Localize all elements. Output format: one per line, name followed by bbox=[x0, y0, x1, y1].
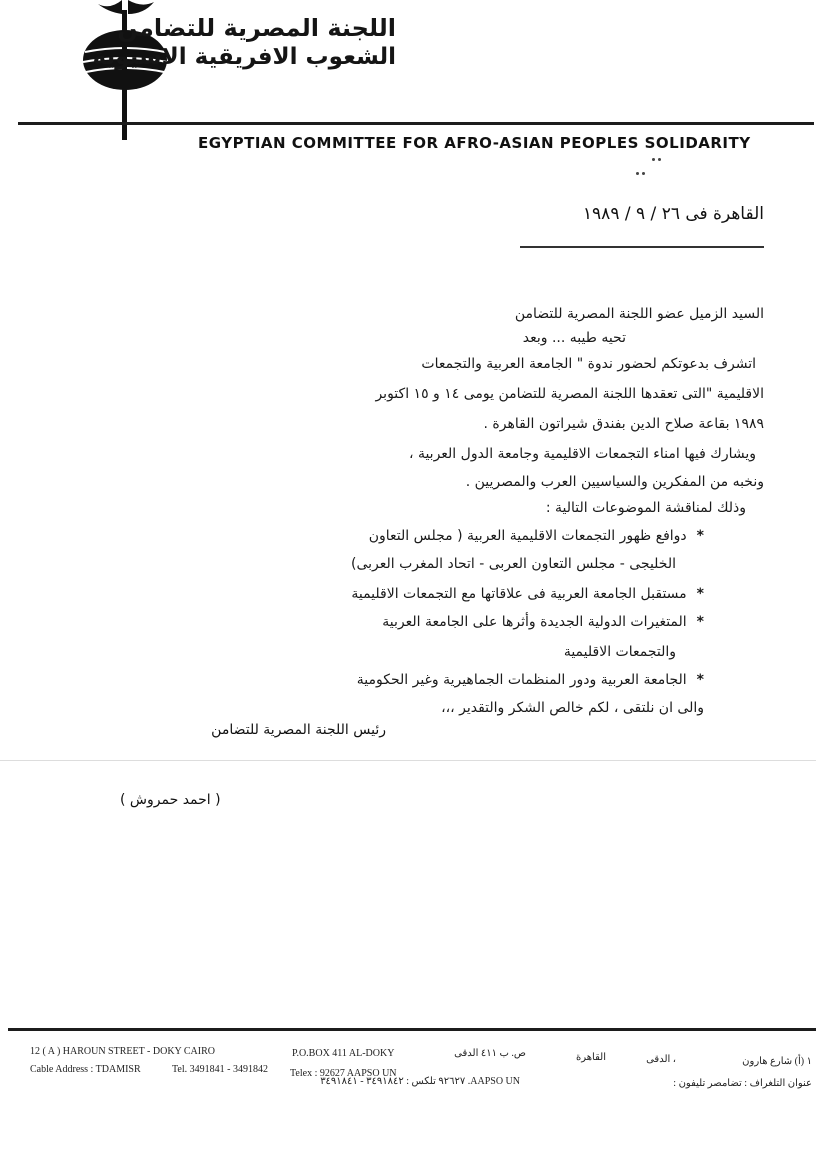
scan-speck bbox=[642, 172, 645, 175]
footer-pobox-ar: ص. ب ٤١١ الدقى bbox=[454, 1048, 526, 1059]
scan-artifact-line bbox=[0, 760, 816, 761]
topic-line: المتغيرات الدولية الجديدة وأثرها على الجامعة العربية bbox=[382, 614, 687, 630]
salutation: السيد الزميل عضو اللجنة المصرية للتضامن bbox=[514, 306, 764, 322]
body-paragraph-line: ويشارك فيها امناء التجمعات الاقليمية وجامعة الدول العربية ، bbox=[408, 446, 756, 462]
org-name-arabic-line1: اللجنة المصرية للتضامن bbox=[117, 14, 396, 42]
topic-line: مستقبل الجامعة العربية فى علاقاتها مع التجمعات الاقليمية bbox=[351, 586, 687, 602]
date-underline bbox=[520, 246, 764, 248]
scan-speck bbox=[652, 158, 655, 161]
topic-line-continued: الخليجى - مجلس التعاون العربى - اتحاد المغرب العربى) bbox=[350, 556, 676, 572]
bullet-icon: * bbox=[696, 586, 704, 602]
footer-telex-ar: AAPSO UN. ٩٢٦٢٧ تلكس : ٣٤٩١٨٤٢ - ٣٤٩١٨٤١ bbox=[320, 1076, 520, 1087]
topic-item bbox=[382, 614, 704, 630]
footer-cable-en: Cable Address : TDAMISR bbox=[30, 1064, 141, 1075]
topic-item bbox=[369, 528, 704, 544]
header-divider bbox=[18, 122, 814, 125]
org-name-english: EGYPTIAN COMMITTEE FOR AFRO-ASIAN PEOPLES SOLIDARITY bbox=[198, 134, 751, 152]
org-name-arabic-line2: الشعوب الافريقية الاسيوية bbox=[92, 44, 396, 70]
footer-district-ar: ، الدقى bbox=[646, 1054, 676, 1065]
bullet-icon: * bbox=[696, 614, 704, 630]
footer-pobox-en: P.O.BOX 411 AL-DOKY bbox=[292, 1048, 395, 1059]
footer-telex-en: Telex : 92627 AAPSO UN bbox=[290, 1068, 397, 1079]
footer-tel-en: Tel. 3491841 - 3491842 bbox=[172, 1064, 268, 1075]
bullet-icon: * bbox=[696, 672, 704, 688]
footer-address-ar: ١ (أ) شارع هارون bbox=[742, 1056, 812, 1067]
body-paragraph-line: الاقليمية "التى تعقدها اللجنة المصرية للتضامن يومى ١٤ و ١٥ اكتوبر bbox=[375, 386, 764, 402]
topic-item bbox=[351, 586, 704, 602]
topic-item bbox=[357, 672, 704, 688]
signer-title: رئيس اللجنة المصرية للتضامن bbox=[211, 722, 386, 738]
greeting: تحيه طيبه ... وبعد bbox=[522, 330, 626, 346]
topic-line-continued: والتجمعات الاقليمية bbox=[563, 644, 676, 660]
topic-line: دوافع ظهور التجمعات الاقليمية العربية ( مجلس التعاون bbox=[368, 528, 687, 544]
footer-address-en: 12 ( A ) HAROUN STREET - DOKY CAIRO bbox=[30, 1046, 215, 1057]
topic-line: الجامعة العربية ودور المنظمات الجماهيرية وغير الحكومية bbox=[356, 672, 687, 688]
body-paragraph-line: وذلك لمناقشة الموضوعات التالية : bbox=[545, 500, 746, 516]
letter-date: القاهرة فى ٢٦ / ٩ / ١٩٨٩ bbox=[582, 204, 764, 224]
bullet-icon: * bbox=[696, 528, 704, 544]
body-paragraph-line: ونخبه من المفكرين والسياسيين العرب والمصريين . bbox=[465, 474, 764, 490]
footer-phone-cable-ar: عنوان التلغراف : تضامصر تليفون : bbox=[673, 1078, 812, 1089]
body-paragraph-line: ١٩٨٩ بقاعة صلاح الدين بفندق شيراتون القاهرة . bbox=[483, 416, 764, 432]
signer-name: ( احمد حمروش ) bbox=[120, 792, 221, 808]
footer-divider bbox=[8, 1028, 816, 1031]
scan-speck bbox=[658, 158, 661, 161]
footer-city-ar: القاهرة bbox=[576, 1052, 606, 1063]
scan-speck bbox=[636, 172, 639, 175]
body-paragraph-line: اتشرف بدعوتكم لحضور ندوة " الجامعة العربية والتجمعات bbox=[421, 356, 756, 372]
closing-line: والى ان نلتقى ، لكم خالص الشكر والتقدير ،،، bbox=[441, 700, 704, 716]
